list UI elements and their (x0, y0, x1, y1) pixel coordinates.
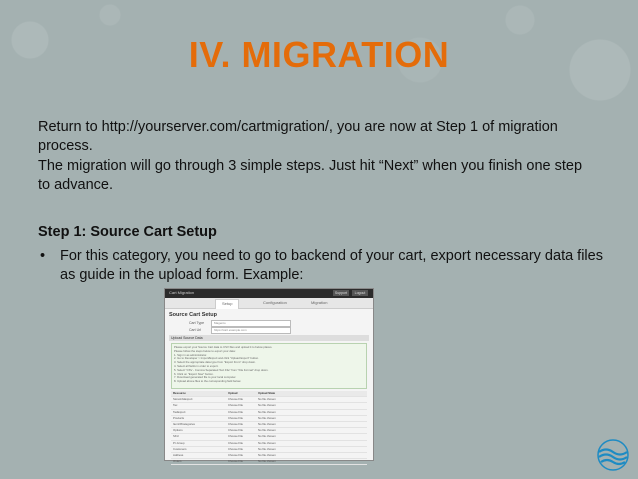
header-empty (298, 391, 367, 396)
note-line: Please follow the steps below to export your data: (174, 348, 236, 353)
note-line: 3. Select the appropriate data type from "Export From" drop down. (174, 360, 256, 365)
upload-section-label: Upload Source Data (169, 335, 369, 341)
row-spacer (298, 403, 367, 408)
tab-configuration[interactable]: Configuration (263, 300, 287, 305)
note-line: 7. Download generated file to your local computer. (174, 375, 237, 380)
resource-name: StoreInfoExport (173, 397, 193, 402)
screenshot-tabs (165, 298, 373, 309)
note-line: 6. Click on "Export Now" button. (174, 371, 214, 376)
table-body (171, 397, 367, 465)
resource-name: Tax (173, 403, 178, 408)
row-spacer (298, 428, 367, 433)
note-line: 8. Upload above files to the corresponding field below. (174, 379, 242, 384)
resource-name: ItemOfCategories (173, 421, 195, 426)
row-spacer (298, 441, 367, 446)
choose-file-button[interactable]: Choose File (228, 403, 243, 408)
note-line: 1. Sign in as administrator. (174, 352, 207, 357)
resource-name: Pr-Group (173, 440, 185, 445)
choose-file-button[interactable]: Choose File (228, 428, 243, 433)
step-heading: Step 1: Source Cart Setup (38, 224, 217, 240)
row-spacer (298, 416, 367, 421)
tab-migration[interactable]: Migration (311, 300, 328, 305)
export-instructions (171, 343, 367, 389)
upload-state: No file chosen (258, 415, 276, 420)
choose-file-button[interactable]: Choose File (228, 421, 243, 426)
cart-type-label: Cart Type (189, 321, 205, 325)
choose-file-button[interactable]: Choose File (228, 397, 243, 402)
upload-state: No file chosen (258, 397, 276, 402)
wave-globe-logo-icon (596, 438, 630, 472)
choose-file-button[interactable]: Choose File (228, 434, 243, 439)
note-line: 2. Go to Developer > Import/Export and click "Upload Export" button. (174, 356, 259, 361)
resource-name: Customers (173, 446, 187, 451)
choose-file-button[interactable]: Choose File (228, 415, 243, 420)
upload-state: No file chosen (258, 446, 276, 451)
table-row (171, 459, 367, 465)
resource-name: Products (173, 415, 185, 420)
upload-state: No file chosen (258, 459, 276, 464)
row-spacer (298, 453, 367, 458)
row-spacer (298, 434, 367, 439)
header-resource: Resource (173, 391, 186, 395)
upload-state: No file chosen (258, 434, 276, 439)
upload-state: No file chosen (258, 428, 276, 433)
cart-type-row (169, 320, 369, 326)
bullet-item (38, 247, 620, 285)
row-spacer (298, 410, 367, 415)
paragraph-three-steps: The migration will go through 3 simple steps. Just hit “Next” when you finish one step to advance. (38, 158, 583, 193)
resource-name: Orders (173, 459, 182, 464)
header-upload-state: Upload State (258, 391, 276, 395)
screenshot-heading: Source Cart Setup (169, 312, 217, 318)
cart-url-row (169, 327, 369, 333)
note-line: Please export your Source Cart data to CSV files and upload it to below places. (174, 345, 273, 349)
choose-file-button[interactable]: Choose File (228, 440, 243, 445)
slide-title: IV. MIGRATION (188, 34, 450, 75)
row-spacer (298, 447, 367, 452)
choose-file-button[interactable]: Choose File (228, 452, 243, 457)
paragraph-return-url: Return to http://yourserver.com/cartmigration/, you are now at Step 1 of migration process. (38, 119, 558, 154)
screenshot-topbar (165, 289, 373, 298)
bullet-dot: • (40, 248, 46, 264)
resource-name: Options (173, 428, 183, 433)
resource-name: TaxExport (173, 409, 186, 414)
resource-name: Address (173, 452, 184, 457)
cart-url-label: Cart Url (189, 328, 202, 332)
upload-state: No file chosen (258, 409, 276, 414)
note-line: 4. Select all fields in order to export. (174, 363, 219, 368)
row-spacer (298, 459, 367, 464)
upload-state: No file chosen (258, 421, 276, 426)
tab-setup[interactable]: Setup (215, 299, 239, 309)
screenshot-app-title: Cart Migration (169, 290, 195, 295)
note-line: 5. Select "CSV - Comma Separated Text File" from "File Format" drop down. (174, 367, 269, 372)
example-screenshot (164, 288, 374, 464)
row-spacer (298, 397, 367, 402)
upload-table (171, 391, 367, 465)
cart-type-select[interactable]: Magento (211, 320, 291, 327)
upload-state: No file chosen (258, 403, 276, 408)
row-spacer (298, 422, 367, 427)
resource-name: SKU (173, 434, 179, 439)
logout-button[interactable]: Logout (352, 290, 368, 296)
cart-url-input[interactable]: https://cart.example.com (211, 327, 291, 334)
upload-state: No file chosen (258, 440, 276, 445)
choose-file-button[interactable]: Choose File (228, 459, 243, 464)
choose-file-button[interactable]: Choose File (228, 409, 243, 414)
bullet-text: For this category, you need to go to backend of your cart, export necessary data files as guide in the upload form. Example: (60, 248, 603, 283)
header-upload: Upload (228, 391, 238, 395)
choose-file-button[interactable]: Choose File (228, 446, 243, 451)
support-button[interactable]: Support (334, 291, 348, 295)
upload-state: No file chosen (258, 452, 276, 457)
